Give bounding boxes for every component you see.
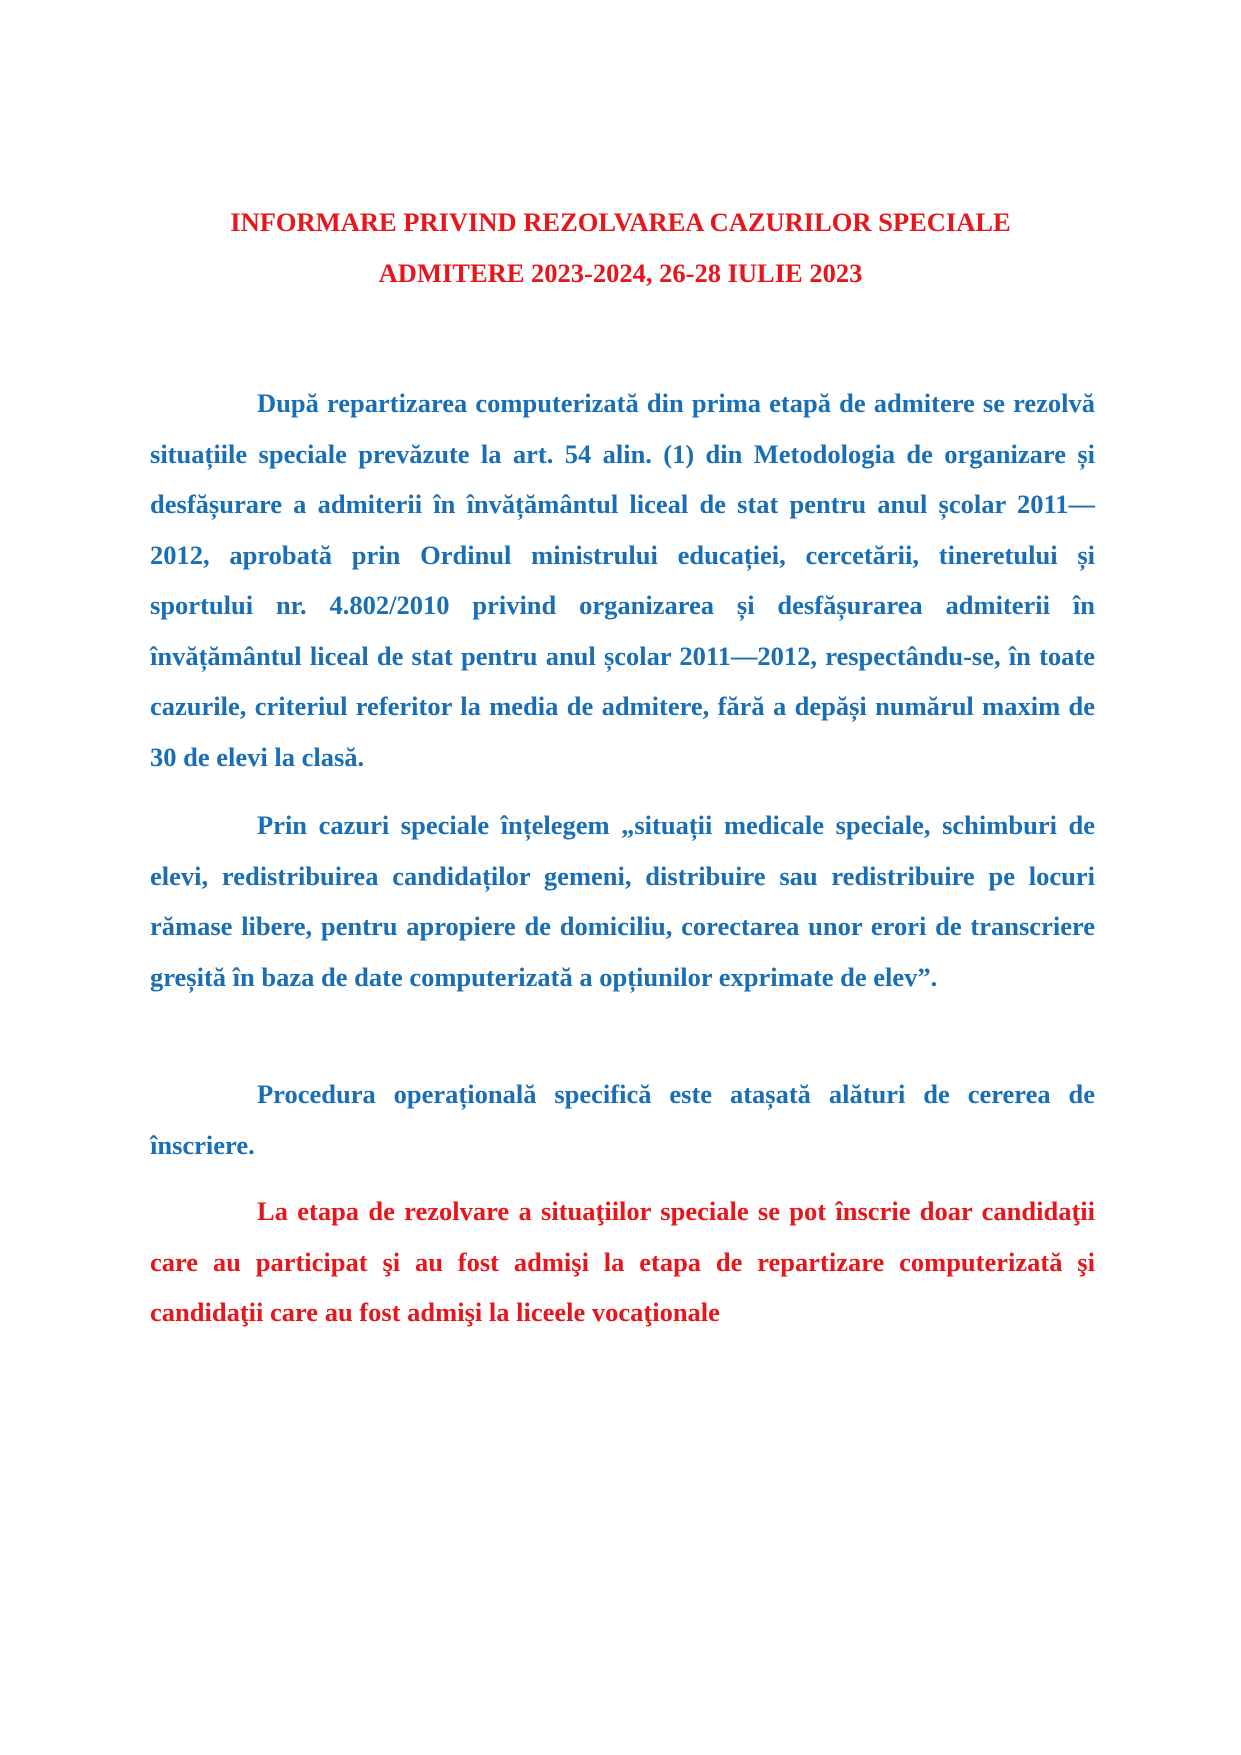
paragraph-computerized-allocation: După repartizarea computerizată din prima etapă de admitere se rezolvă situațiile speciale prevăzute la art. 54 alin. (1) din Metodologia de organizare și desfășurare a admiterii în învățământul liceal de stat pentru anul școlar 2011—2012, aprobată prin Ordinul ministrului educației, cercetării, tineretului și sportului nr. 4.802/2010 privind organizarea și desfășurarea admiterii în învățământul liceal de stat pentru anul școlar 2011—2012, respectându-se, în toate cazurile, criteriul referitor la media de admitere, fără a depăși numărul maxim de 30 de elevi la clasă. bbox=[150, 388, 1095, 772]
document-title-line-2: ADMITERE 2023-2024, 26-28 IULIE 2023 bbox=[378, 258, 863, 288]
paragraph-operational-procedure: Procedura operațională specifică este atașată alături de cererea de înscriere. bbox=[150, 1079, 1095, 1160]
document-title-line-1: INFORMARE PRIVIND REZOLVAREA CAZURILOR SPECIALE bbox=[230, 207, 1011, 237]
paragraph-special-cases-definition: Prin cazuri speciale înțelegem „situații medicale speciale, schimburi de elevi, redistribuirea candidaților gemeni, distribuire sau redistribuire pe locuri rămase libere, pentru apropiere de domiciliu, corectarea unor erori de transcriere greșită în baza de date computerizată a opțiunilor exprimate de elev”. bbox=[150, 810, 1095, 992]
paragraph-eligibility-note: La etapa de rezolvare a situaţiilor speciale se pot înscrie doar candidaţii care au participat şi au fost admişi la etapa de repartizare computerizată şi candidaţii care au fost admişi la liceele vocaţionale bbox=[150, 1196, 1095, 1327]
